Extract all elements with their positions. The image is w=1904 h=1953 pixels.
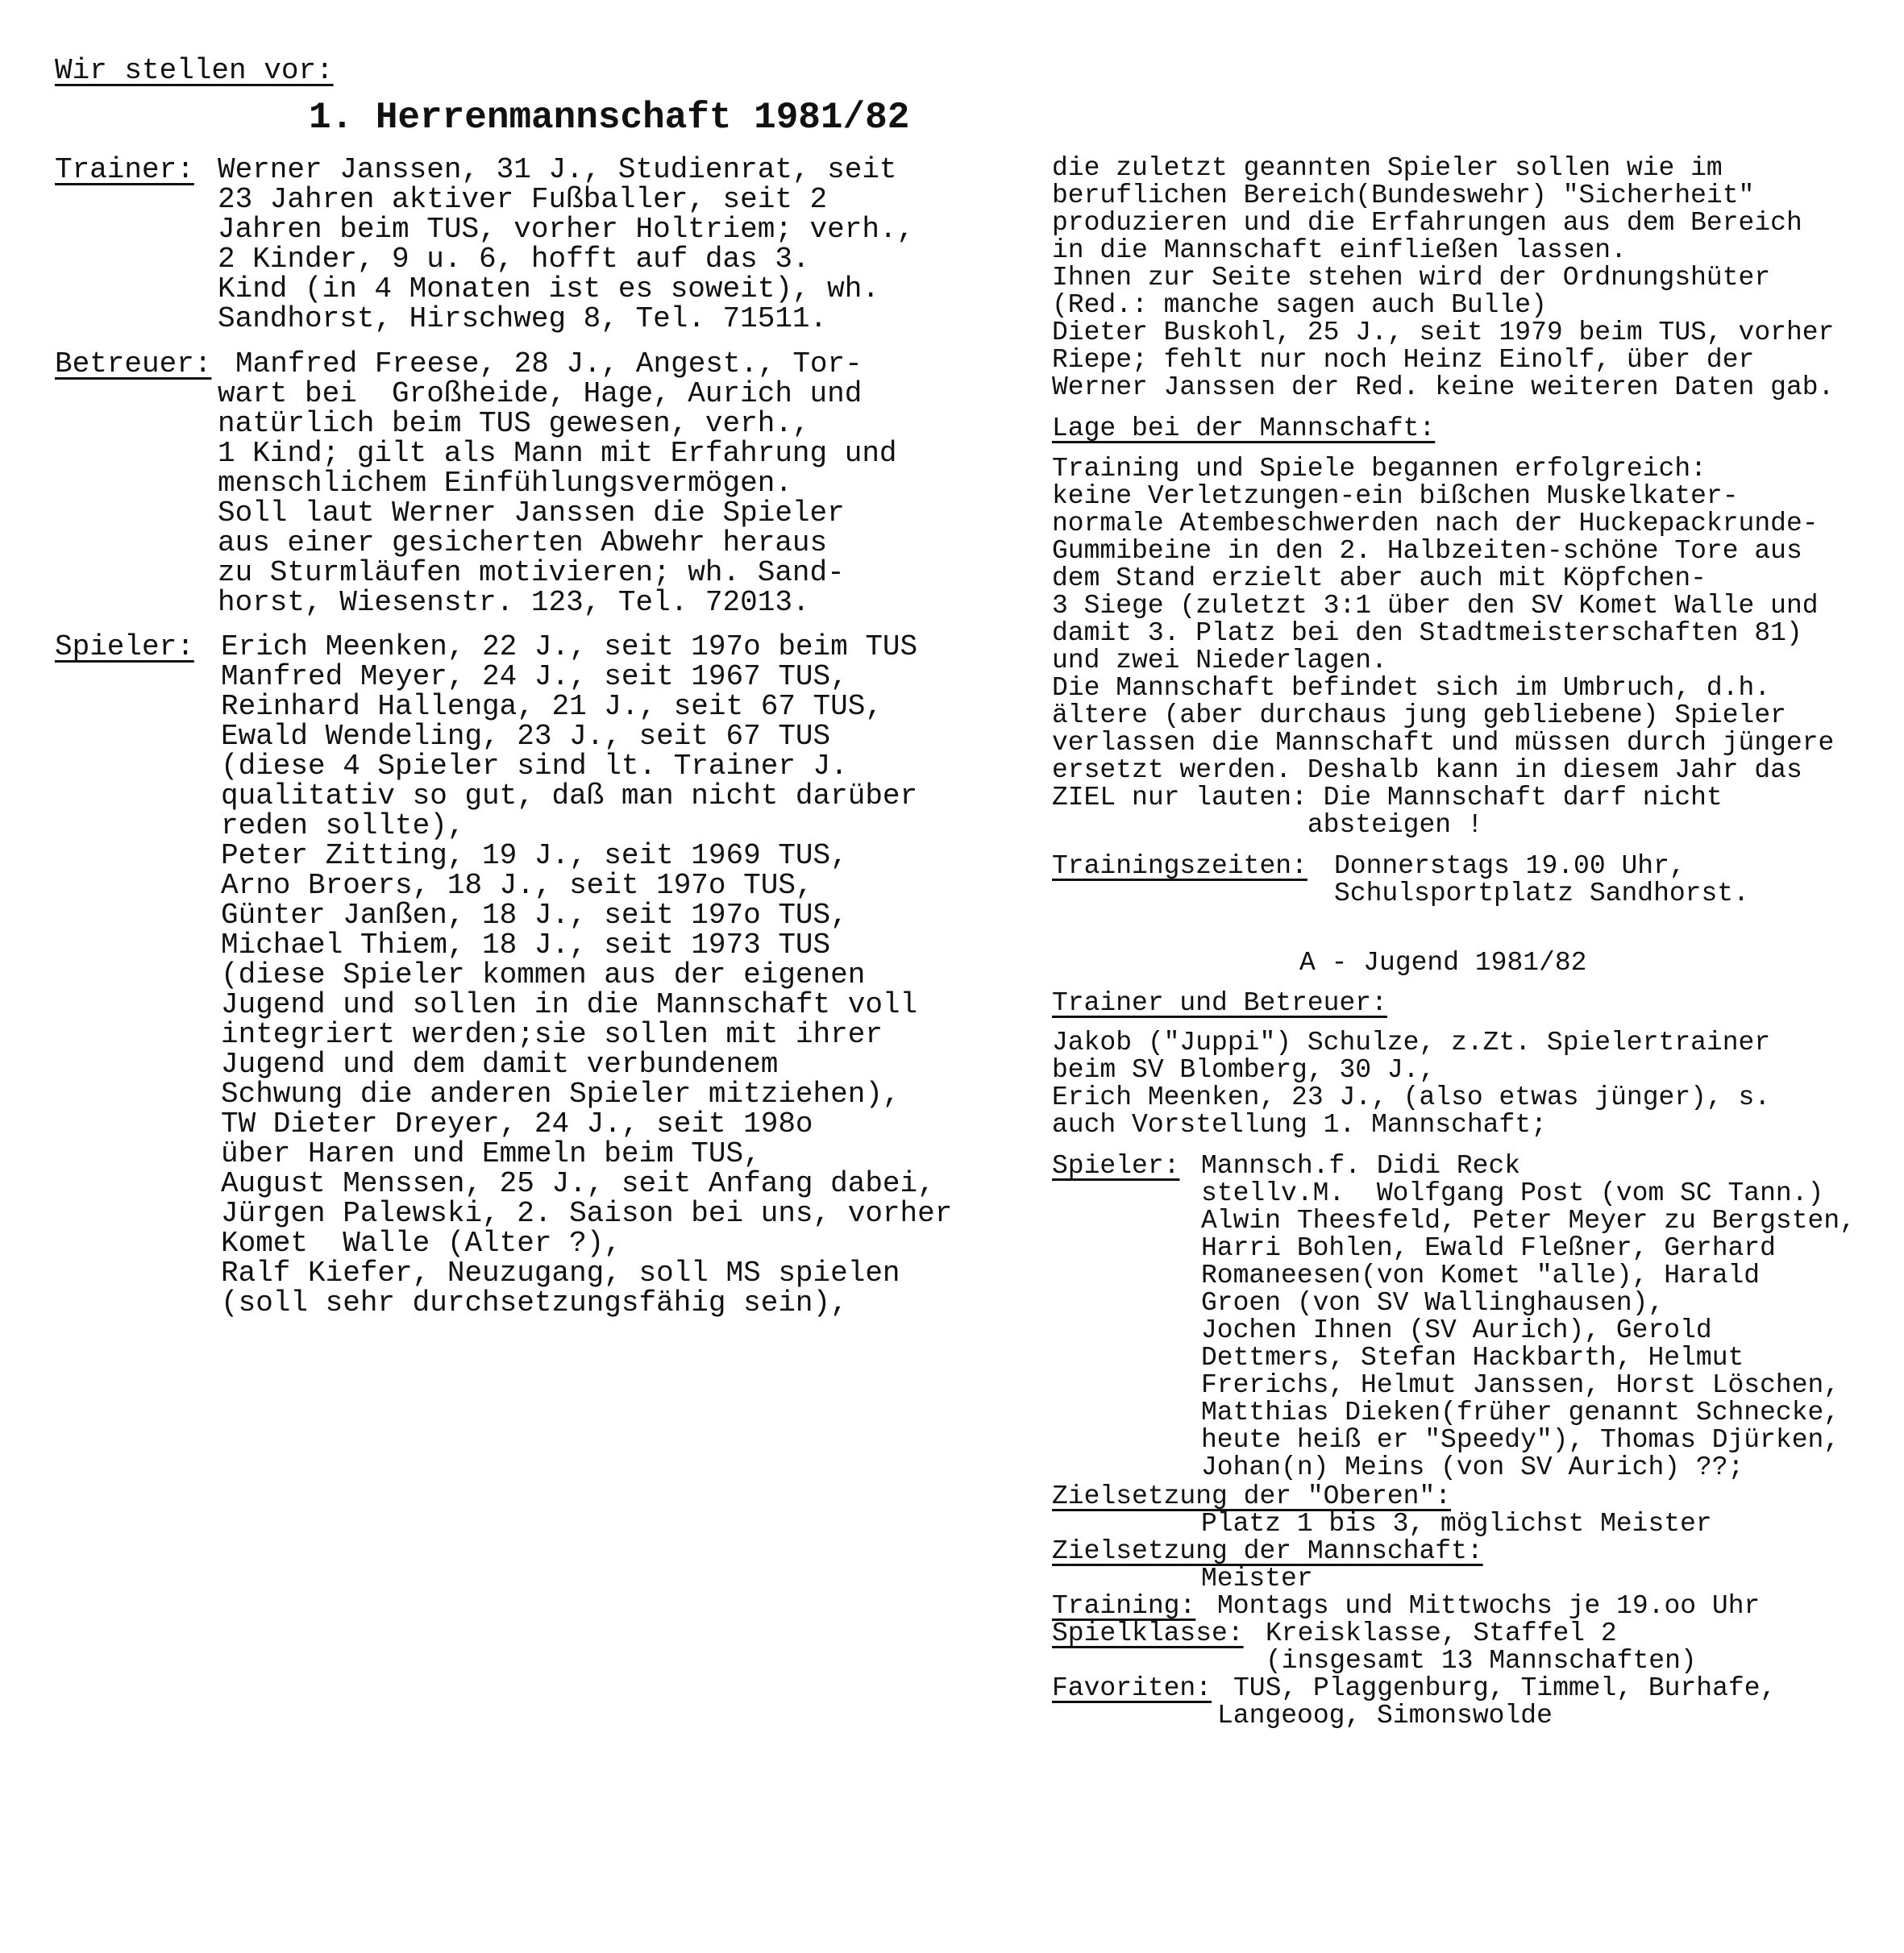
continuation-line: Riepe; fehlt nur noch Heinz Einolf, über der xyxy=(1052,345,1755,375)
favoriten-label: Favoriten: xyxy=(1052,1673,1212,1703)
jugend-spieler-line: Romaneesen(von Komet "alle), Harald xyxy=(1201,1261,1761,1290)
jugend-spieler-line: Groen (von SV Wallinghausen), xyxy=(1201,1288,1665,1318)
lage-line: verlassen die Mannschaft und müssen durch jüngere xyxy=(1052,728,1835,758)
spieler-line: Komet Walle (Alter ?), xyxy=(221,1227,622,1260)
continuation-line: produzieren und die Erfahrungen aus dem Bereich xyxy=(1052,208,1802,238)
continuation-line: die zuletzt geannten Spieler sollen wie im xyxy=(1052,153,1723,183)
lage-line: Training und Spiele begannen erfolgreich: xyxy=(1052,454,1707,484)
jugend-spieler-line: Alwin Theesfeld, Peter Meyer zu Bergsten, xyxy=(1201,1206,1856,1236)
spieler-line: qualitativ so gut, daß man nicht darüber xyxy=(221,779,918,812)
betreuer-line: aus einer gesicherten Abwehr heraus xyxy=(218,526,828,559)
spieler-line: Jugend und dem damit verbundenem xyxy=(221,1048,779,1081)
lage-line: damit 3. Platz bei den Stadtmeisterschaften 81) xyxy=(1052,618,1802,648)
spieler-line: Peter Zitting, 19 J., seit 1969 TUS, xyxy=(221,839,848,872)
jugend-spieler-line: Mannsch.f. Didi Reck xyxy=(1201,1151,1521,1181)
spielklasse-label: Spielklasse: xyxy=(1052,1618,1244,1648)
betreuer-line: menschlichem Einfühlungsvermögen. xyxy=(218,467,792,500)
continuation-line: Werner Janssen der Red. keine weiteren Daten gab. xyxy=(1052,372,1835,402)
page-title: 1. Herrenmannschaft 1981/82 xyxy=(309,97,910,139)
spieler-line: über Haren und Emmeln beim TUS, xyxy=(221,1137,761,1170)
betreuer-line: horst, Wiesenstr. 123, Tel. 72013. xyxy=(218,586,810,619)
lage-label: Lage bei der Mannschaft: xyxy=(1052,413,1436,443)
continuation-line: in die Mannschaft einfließen lassen. xyxy=(1052,235,1627,265)
lage-line: ersetzt werden. Deshalb kann in diesem Jahr das xyxy=(1052,755,1802,785)
betreuer-line: natürlich beim TUS gewesen, verh., xyxy=(218,407,810,440)
jugend-spieler-line: Harri Bohlen, Ewald Fleßner, Gerhard xyxy=(1201,1233,1776,1263)
betreuer-line: zu Sturmläufen motivieren; wh. Sand- xyxy=(218,556,845,589)
lage-line: absteigen ! xyxy=(1052,810,1483,840)
betreuer-label: Betreuer: xyxy=(55,347,212,380)
trainer-line: 23 Jahren aktiver Fußballer, seit 2 xyxy=(218,183,828,216)
zielsetzung-mannschaft-value: Meister xyxy=(1201,1564,1313,1594)
spieler-line: August Menssen, 25 J., seit Anfang dabei, xyxy=(221,1167,935,1200)
lage-line: 3 Siege (zuletzt 3:1 über den SV Komet Walle und xyxy=(1052,591,1819,621)
spieler-line: Ralf Kiefer, Neuzugang, soll MS spielen xyxy=(221,1257,900,1290)
jugend-spieler-line: stellv.M. Wolfgang Post (vom SC Tann.) xyxy=(1201,1178,1824,1208)
betreuer-line: 1 Kind; gilt als Mann mit Erfahrung und xyxy=(218,437,897,470)
betreuer-line: Soll laut Werner Janssen die Spieler xyxy=(218,497,845,530)
favoriten-line: Langeoog, Simonswolde xyxy=(1217,1701,1553,1731)
continuation-line: beruflichen Bereich(Bundeswehr) "Sicherheit" xyxy=(1052,181,1755,210)
trainingszeiten-line: Schulsportplatz Sandhorst. xyxy=(1334,879,1749,908)
training-value: Montags und Mittwochs je 19.oo Uhr xyxy=(1217,1591,1761,1621)
lage-line: dem Stand erzielt aber auch mit Köpfchen- xyxy=(1052,563,1707,593)
lage-line: Die Mannschaft befindet sich im Umbruch, d.h. xyxy=(1052,673,1771,703)
spieler-line: Jürgen Palewski, 2. Saison bei uns, vorher xyxy=(221,1197,953,1230)
trainer-line: Werner Janssen, 31 J., Studienrat, seit xyxy=(218,153,897,186)
continuation-line: Ihnen zur Seite stehen wird der Ordnungshüter xyxy=(1052,263,1771,293)
spielklasse-line: (insgesamt 13 Mannschaften) xyxy=(1266,1646,1697,1676)
spieler-line: (diese Spieler kommen aus der eigenen xyxy=(221,958,866,991)
jugend-spieler-line: Jochen Ihnen (SV Aurich), Gerold xyxy=(1201,1315,1712,1345)
jugend-spieler-line: heute heiß er "Speedy"), Thomas Djürken, xyxy=(1201,1425,1840,1455)
trainingszeiten-line: Donnerstags 19.00 Uhr, xyxy=(1334,851,1686,881)
spieler-line: Manfred Meyer, 24 J., seit 1967 TUS, xyxy=(221,660,848,693)
spieler-line: Günter Janßen, 18 J., seit 197o TUS, xyxy=(221,899,848,932)
spieler-line: TW Dieter Dreyer, 24 J., seit 198o xyxy=(221,1107,813,1141)
betreuer-line: wart bei Großheide, Hage, Aurich und xyxy=(218,377,863,410)
betreuer-line: Manfred Freese, 28 J., Angest., Tor- xyxy=(235,347,863,380)
training-label: Training: xyxy=(1052,1591,1196,1621)
spieler-line: Michael Thiem, 18 J., seit 1973 TUS xyxy=(221,929,831,962)
lage-line: ZIEL nur lauten: Die Mannschaft darf nicht xyxy=(1052,783,1723,812)
jugend-spieler-line: Matthias Dieken(früher genannt Schnecke, xyxy=(1201,1398,1840,1427)
spieler-line: (diese 4 Spieler sind lt. Trainer J. xyxy=(221,750,848,783)
trainer-line: Kind (in 4 Monaten ist es soweit), wh. xyxy=(218,272,879,305)
trainer-label: Trainer: xyxy=(55,153,194,186)
jugend-spieler-line: Johan(n) Meins (von SV Aurich) ??; xyxy=(1201,1452,1744,1482)
lage-line: keine Verletzungen-ein bißchen Muskelkater- xyxy=(1052,481,1739,511)
zielsetzung-mannschaft-label: Zielsetzung der Mannschaft: xyxy=(1052,1536,1483,1566)
trainer-line: Sandhorst, Hirschweg 8, Tel. 71511. xyxy=(218,302,828,335)
spieler-line: Erich Meenken, 22 J., seit 197o beim TUS xyxy=(221,630,918,663)
zielsetzung-oberen-label: Zielsetzung der "Oberen": xyxy=(1052,1481,1452,1511)
section-title-a-jugend: A - Jugend 1981/82 xyxy=(1299,948,1587,978)
spieler-line: Ewald Wendeling, 23 J., seit 67 TUS xyxy=(221,720,831,753)
lage-line: normale Atembeschwerden nach der Huckepackrunde- xyxy=(1052,509,1819,538)
spieler-line: Arno Broers, 18 J., seit 197o TUS, xyxy=(221,869,813,902)
trainer-line: 2 Kinder, 9 u. 6, hofft auf das 3. xyxy=(218,243,810,276)
spielklasse-line: Kreisklasse, Staffel 2 xyxy=(1266,1618,1617,1648)
zielsetzung-oberen-value: Platz 1 bis 3, möglichst Meister xyxy=(1201,1509,1712,1539)
spieler-line: Schwung die anderen Spieler mitziehen), xyxy=(221,1078,900,1111)
trainer-betreuer-line: Jakob ("Juppi") Schulze, z.Zt. Spielertrainer xyxy=(1052,1028,1771,1058)
spieler-line: Jugend und sollen in die Mannschaft voll xyxy=(221,988,918,1021)
trainer-betreuer-line: auch Vorstellung 1. Mannschaft; xyxy=(1052,1110,1547,1140)
jugend-spieler-line: Dettmers, Stefan Hackbarth, Helmut xyxy=(1201,1343,1744,1373)
jugend-spieler-line: Frerichs, Helmut Janssen, Horst Löschen, xyxy=(1201,1370,1840,1400)
trainer-betreuer-line: Erich Meenken, 23 J., (also etwas jünger), s. xyxy=(1052,1082,1771,1112)
trainer-betreuer-line: beim SV Blomberg, 30 J., xyxy=(1052,1055,1436,1085)
spieler-label: Spieler: xyxy=(55,630,194,663)
spieler-line: Reinhard Hallenga, 21 J., seit 67 TUS, xyxy=(221,690,883,723)
lage-line: Gummibeine in den 2. Halbzeiten-schöne Tore aus xyxy=(1052,536,1802,566)
lage-line: und zwei Niederlagen. xyxy=(1052,646,1387,675)
continuation-line: (Red.: manche sagen auch Bulle) xyxy=(1052,290,1547,320)
spieler-line: reden sollte), xyxy=(221,809,465,842)
favoriten-line: TUS, Plaggenburg, Timmel, Burhafe, xyxy=(1233,1673,1777,1703)
spieler-line: (soll sehr durchsetzungsfähig sein), xyxy=(221,1286,848,1319)
spieler-line: integriert werden;sie sollen mit ihrer xyxy=(221,1018,883,1051)
trainingszeiten-label: Trainingszeiten: xyxy=(1052,851,1307,881)
trainer-line: Jahren beim TUS, vorher Holtriem; verh., xyxy=(218,213,915,246)
continuation-line: Dieter Buskohl, 25 J., seit 1979 beim TUS, vorher xyxy=(1052,318,1835,347)
section-intro: Wir stellen vor: xyxy=(55,54,334,87)
trainer-betreuer-label: Trainer und Betreuer: xyxy=(1052,988,1387,1018)
jugend-spieler-label: Spieler: xyxy=(1052,1151,1180,1181)
lage-line: ältere (aber durchaus jung gebliebene) Spieler xyxy=(1052,700,1786,730)
